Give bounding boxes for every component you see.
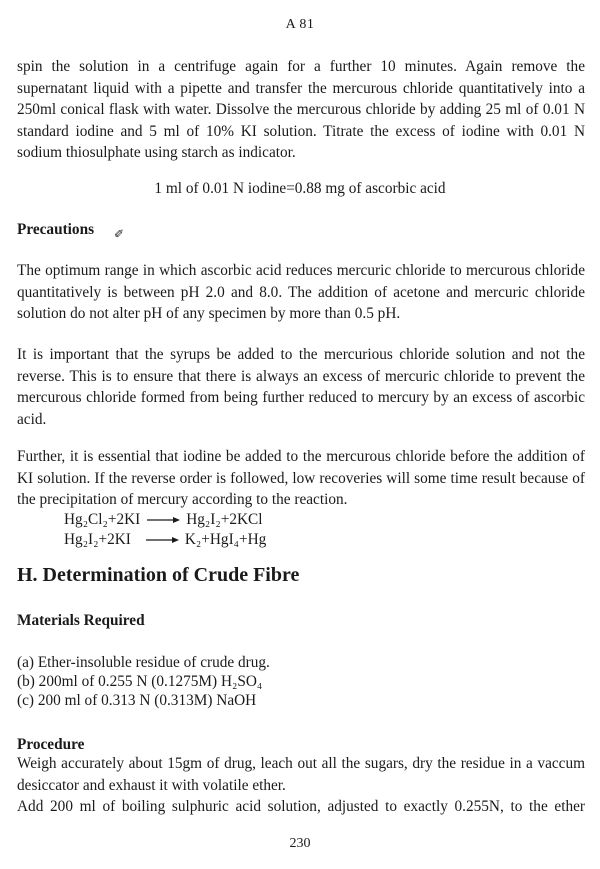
intro-paragraph xyxy=(17,56,585,164)
iodine-equivalence-equation: 1 ml of 0.01 N iodine=0.88 mg of ascorbic acid xyxy=(154,180,446,197)
page-header-code: A 81 xyxy=(285,17,315,32)
list-item-label: (a) xyxy=(17,654,34,671)
procedure-text-1: Weigh accurately about 15gm of drug, leach out all the sugars, dry the residue in a vaccum desiccator and exhaust it with volatile ether. xyxy=(17,755,585,794)
reaction-2 xyxy=(64,530,266,550)
precautions-text-3: Further, it is essential that iodine be added to the mercurous chloride before the addition of KI solution. If the reverse order is followed, low recoveries will some time result because of the precipitation of mercury according to the reaction. xyxy=(17,448,585,508)
procedure-paragraph-1 xyxy=(17,753,585,796)
procedure-paragraph-2 xyxy=(17,796,585,818)
precautions-text-2: It is important that the syrups be added to the mercurious chloride solution and not the reverse. This is to ensure that there is always an excess of mercuric chloride to prevent the mercurous chloride formed from being further reduced to mercury by an excess of ascorbic acid. xyxy=(17,346,585,428)
reaction-1 xyxy=(64,510,266,530)
list-item-text: Ether-insoluble residue of crude drug. xyxy=(37,654,270,671)
list-item-text: 200 ml of 0.313 N (0.313M) NaOH xyxy=(37,692,257,709)
list-item-label: (b) xyxy=(17,673,35,690)
right-arrow-icon xyxy=(145,536,179,544)
materials-list xyxy=(17,653,270,710)
precautions-text-1: The optimum range in which ascorbic acid reduces mercuric chloride to mercurous chloride quantitatively is between pH 2.0 and 8.0. The addition of acetone and mercuric chloride solution do not alter pH of any specimen by more than 0.5 pH. xyxy=(17,262,585,322)
reaction-1-products: Hg₂I₂+2KCl xyxy=(186,511,263,528)
list-item xyxy=(17,653,270,672)
pencil-mark-icon: ✐ xyxy=(114,227,125,241)
list-item-text: 200ml of 0.255 N (0.1275M) H₂SO₄ xyxy=(38,673,263,690)
list-item xyxy=(17,691,270,710)
procedure-heading: Procedure xyxy=(17,736,85,753)
intro-text: spin the solution in a centrifuge again for a further 10 minutes. Again remove the supernatant liquid with a pipette and transfer the mercurous chloride quantitatively into a 250ml conical flask with water. Dissolve the mercurous chloride by adding 25 ml of 0.01 N standard iodine and 5 ml of 10% KI solution. Titrate the excess of iodine with 0.01 N sodium thiosulphate using starch as indicator. xyxy=(17,58,585,161)
list-item-label: (c) xyxy=(17,692,34,709)
reaction-2-reactants: Hg₂I₂+2KI xyxy=(64,531,131,548)
reaction-2-products: K₂+HgI₄+Hg xyxy=(184,531,267,548)
list-item xyxy=(17,672,270,691)
section-h-heading: H. Determination of Crude Fibre xyxy=(17,564,300,586)
procedure-text-2: Add 200 ml of boiling sulphuric acid solution, adjusted to exactly 0.255N, to the ether xyxy=(17,798,585,815)
right-arrow-icon xyxy=(146,516,180,524)
precautions-paragraph-2 xyxy=(17,344,585,430)
precautions-paragraph-3 xyxy=(17,446,585,511)
reaction-1-reactants: Hg₂Cl₂+2KI xyxy=(64,511,141,528)
reaction-equations xyxy=(64,510,266,550)
materials-heading: Materials Required xyxy=(17,612,145,629)
precautions-heading: Precautions xyxy=(17,221,95,238)
page-number: 230 xyxy=(289,836,311,851)
precautions-paragraph-1 xyxy=(17,260,585,325)
